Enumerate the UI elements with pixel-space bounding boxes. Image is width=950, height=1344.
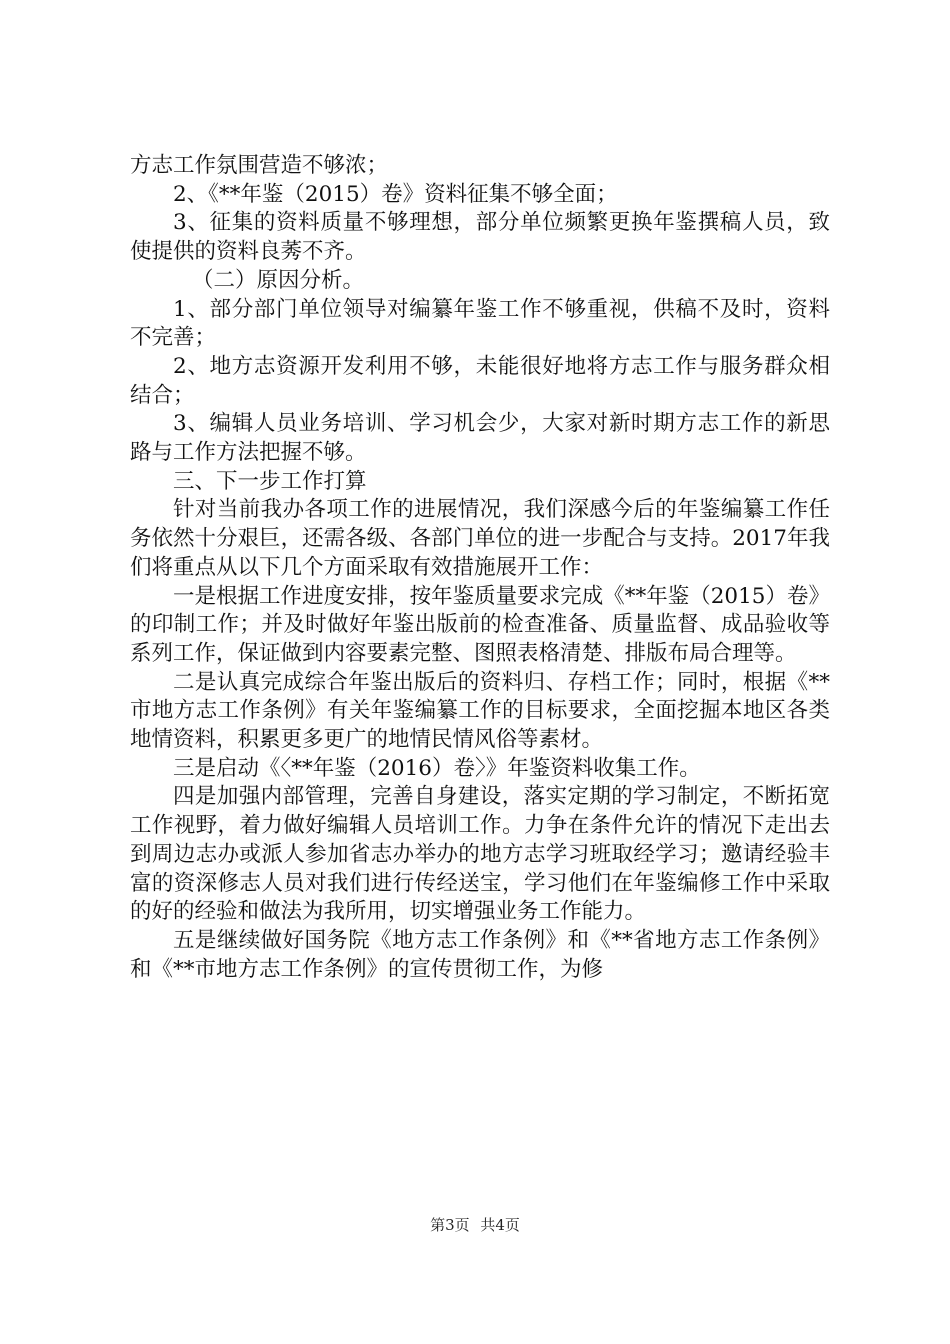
paragraph-cause-3: 3、编辑人员业务培训、学习机会少，大家对新时期方志工作的新思路与工作方法把握不够。 [130,411,830,466]
paragraph-cause-2: 2、地方志资源开发利用不够，未能很好地将方志工作与服务群众相结合； [130,353,830,408]
paragraph-issue-2: 2、《**年鉴（2015）卷》资料征集不够全面； [173,181,618,207]
paragraph-plan-4: 四是加强内部管理，完善自身建设，落实定期的学习制定，不断拓宽工作视野，着力做好编辑人员培训工作。力争在条件允许的情况下走出去到周边志办或派人参加省志办举办的地方志学习班取经学习；邀请经验丰富的资深修志人员对我们进行传经送宝，学习他们在年鉴编修工作中采取的好的经验和做法为我所用，切实增强业务工作能力。 [130,784,830,925]
page-number: 第3页 [430,1216,470,1234]
page-total: 共4页 [480,1216,520,1234]
paragraph-plan-1: 一是根据工作进度安排，按年鉴质量要求完成《**年鉴（2015）卷》的印制工作；并及时做好年鉴出版前的检查准备、质量监督、成品验收等系列工作，保证做到内容要素完整、图照表格清楚、排版布局合理等。 [130,583,830,666]
section-heading-next-steps: 三、下一步工作打算 [173,468,367,494]
paragraph-next-steps-intro: 针对当前我办各项工作的进展情况，我们深感今后的年鉴编纂工作任务依然十分艰巨，还需各级、各部门单位的进一步配合与支持。2017年我们将重点从以下几个方面采取有效措施展开工作： [130,497,830,580]
paragraph-issue-3: 3、征集的资料质量不够理想，部分单位频繁更换年鉴撰稿人员，致使提供的资料良莠不齐。 [130,210,830,265]
section-heading-cause-analysis: （二）原因分析。 [192,267,365,293]
paragraph-plan-3: 三是启动《〈**年鉴（2016）卷〉》年鉴资料收集工作。 [173,755,701,781]
paragraph-plan-5: 五是继续做好国务院《地方志工作条例》和《**省地方志工作条例》和《**市地方志工作条例》的宣传贯彻工作，为修 [130,927,830,982]
page-footer [0,1214,950,1235]
document-body [130,152,830,984]
paragraph-continued: 方志工作氛围营造不够浓； [130,153,389,178]
paragraph-cause-1: 1、部分部门单位领导对编纂年鉴工作不够重视，供稿不及时，资料不完善； [130,296,830,351]
paragraph-plan-2: 二是认真完成综合年鉴出版后的资料归、存档工作；同时，根据《**市地方志工作条例》有关年鉴编纂工作的目标要求，全面挖掘本地区各类地情资料，积累更多更广的地情民情风俗等素材。 [130,669,830,753]
